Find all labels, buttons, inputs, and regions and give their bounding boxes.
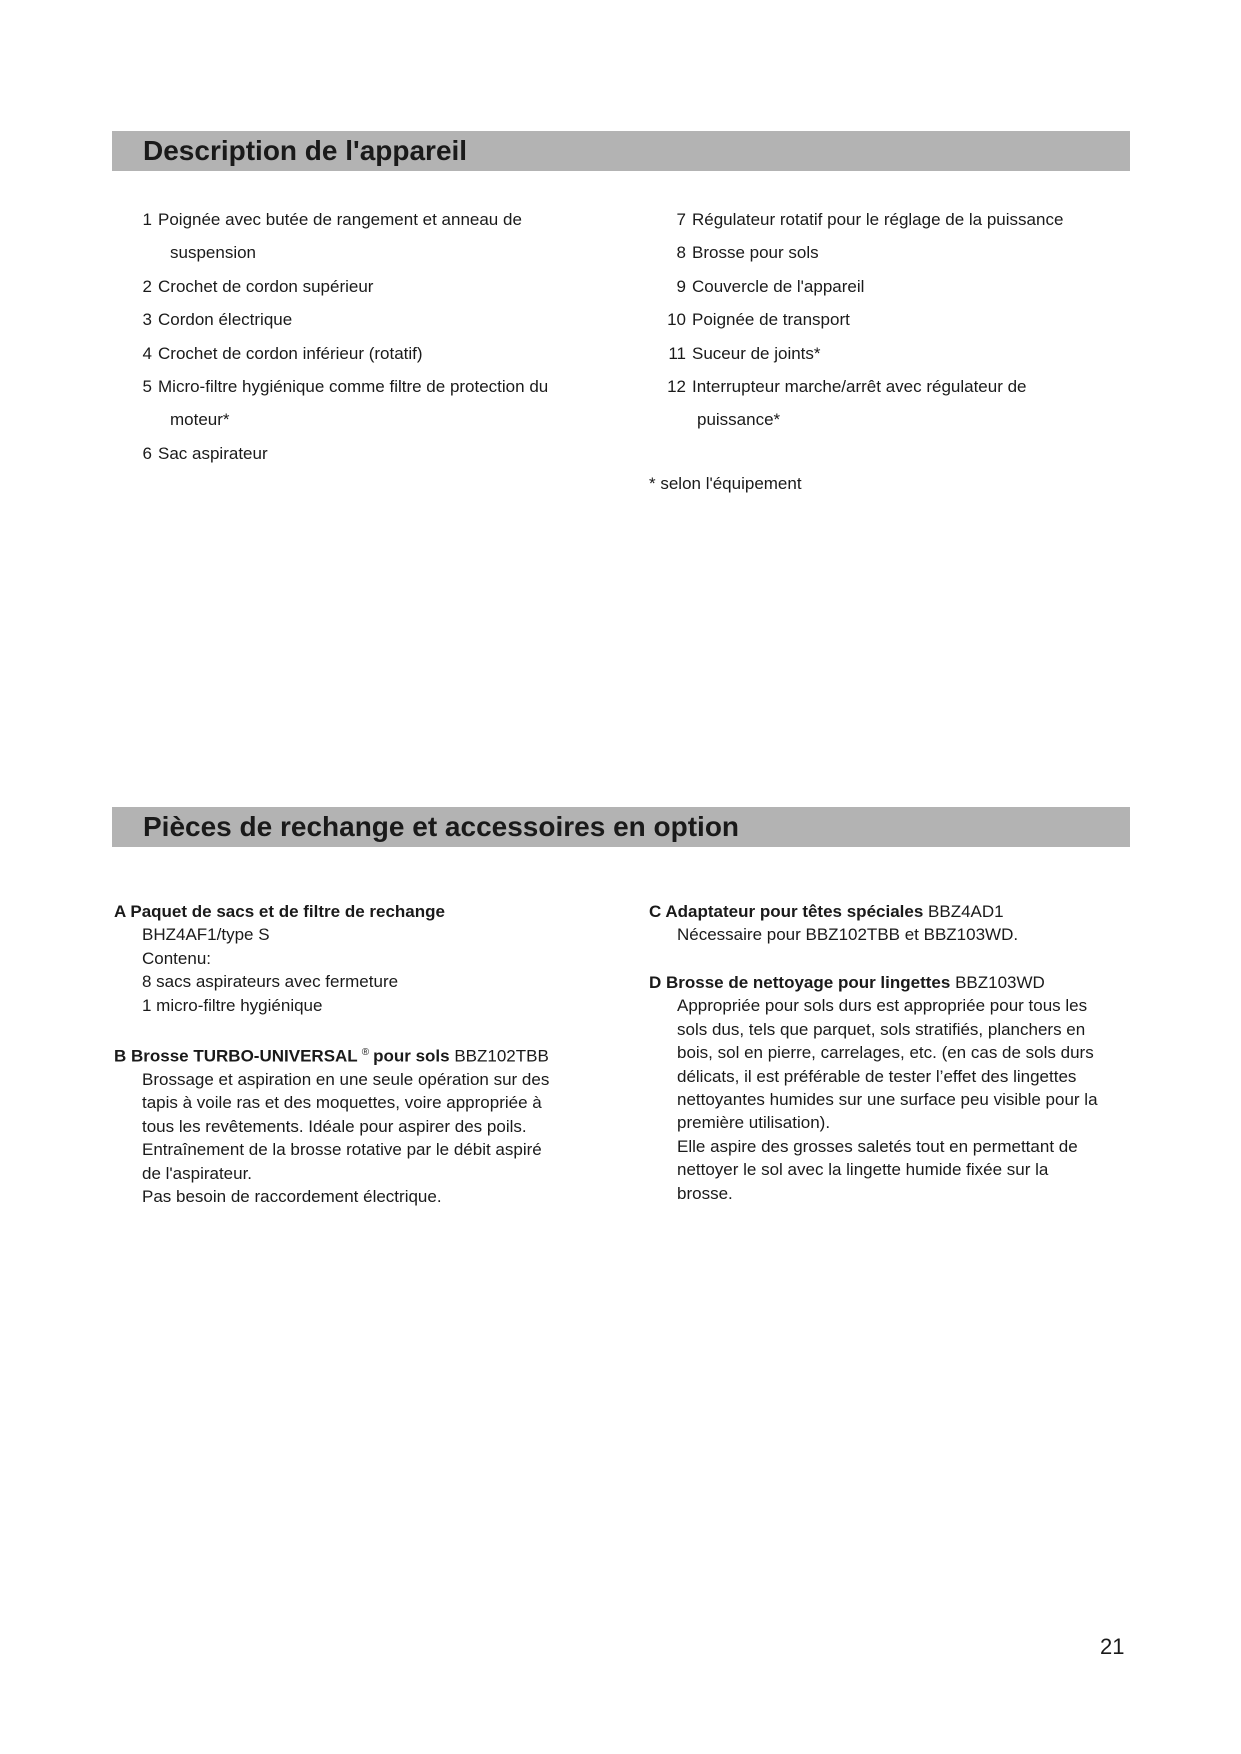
page-number: 21 (1100, 1634, 1125, 1659)
component-list-right (664, 203, 1063, 437)
list-item: 6 Sac aspirateur (142, 443, 268, 463)
section-header-description (112, 131, 1130, 171)
section-header-spare-parts (112, 807, 1130, 847)
list-item: 11 Suceur de joints* (668, 343, 821, 363)
footnote: * selon l'équipement (649, 474, 802, 493)
accessory-heading: A Paquet de sacs et de filtre de rechange (114, 902, 445, 921)
accessory-body: BHZ4AF1/type S Contenu: 8 sacs aspirateurs avec fermeture 1 micro-filtre hygiénique (142, 925, 399, 1015)
component-list-left (142, 203, 548, 470)
list-item: 1 Poignée avec butée de rangement et anneau de (142, 210, 522, 229)
list-item: 3 Cordon électrique (142, 310, 293, 330)
accessory-heading: B Brosse TURBO-UNIVERSAL ® pour sols BBZ102TBB (114, 1046, 549, 1066)
accessory-a (114, 900, 445, 1017)
section-title: Pièces de rechange et accessoires en option (143, 811, 740, 842)
accessory-body: Nécessaire pour BBZ102TBB et BBZ103WD. (677, 925, 1019, 945)
accessory-body: Appropriée pour sols durs est appropriée pour tous les sols dus, tels que parquet, sols stratifiés, planchers en bois, sol en pierre, carrelages, etc. (en cas de sols durs délicats, il est préférable de tester l’effet des lingettes nettoyantes humides sur une surface peu visible pour la première utilisation). Elle aspire des grosses saletés tout en permettant de nettoyer le sol avec la lingette humide fixée sur la brosse. (677, 996, 1098, 1203)
list-item-continuation: moteur* (170, 410, 230, 430)
list-item: 2 Crochet de cordon supérieur (142, 276, 374, 296)
list-item: 12 Interrupteur marche/arrêt avec régulateur de (667, 377, 1027, 397)
list-item: 9 Couvercle de l'appareil (676, 276, 865, 296)
accessory-heading: D Brosse de nettoyage pour lingettes BBZ103WD (649, 973, 1045, 992)
accessory-b (114, 1041, 549, 1209)
list-item: 10 Poignée de transport (667, 310, 850, 330)
list-item-continuation: suspension (170, 243, 257, 263)
list-item: 5 Micro-filtre hygiénique comme filtre de protection du (142, 377, 549, 397)
accessory-body: Brossage et aspiration en une seule opération sur des tapis à voile ras et des moquettes, voire appropriée à tous les revêtements. Idéale pour aspirer des poils. Entraînement de la brosse rotative par le débit aspiré de l'aspirateur. Pas besoin de raccordement électrique. (142, 1070, 550, 1207)
list-item: 8 Brosse pour sols (676, 243, 819, 263)
accessory-d (649, 971, 1098, 1205)
section-title: Description de l'appareil (143, 135, 468, 166)
list-item: 7 Régulateur rotatif pour le réglage de la puissance (676, 210, 1064, 229)
list-item-continuation: puissance* (697, 410, 781, 430)
accessory-c (649, 900, 1018, 947)
accessory-heading: C Adaptateur pour têtes spéciales BBZ4AD1 (649, 902, 1004, 921)
list-item: 4 Crochet de cordon inférieur (rotatif) (142, 343, 423, 363)
